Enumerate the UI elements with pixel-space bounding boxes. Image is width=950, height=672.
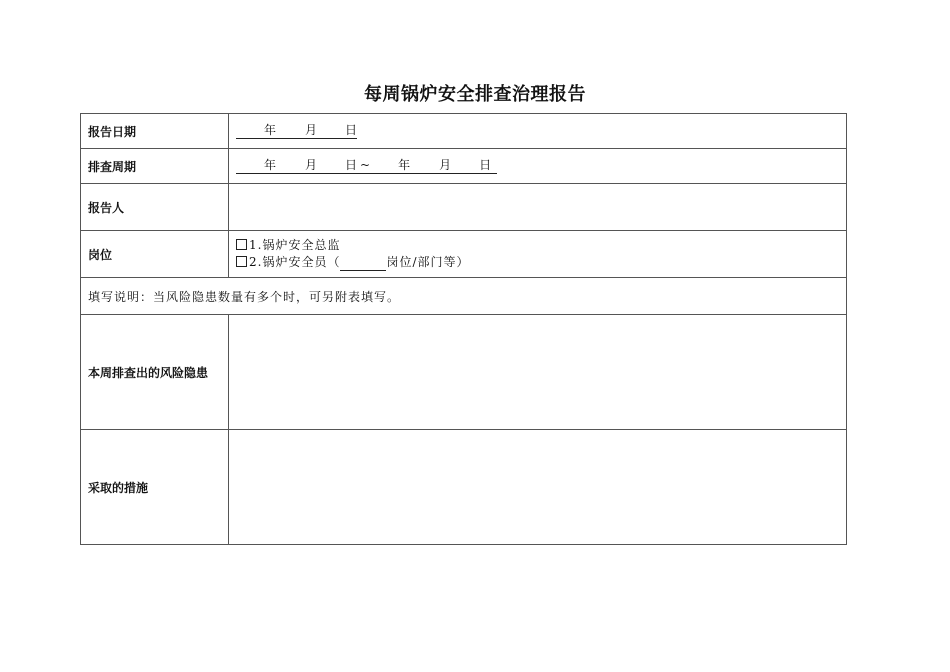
- end-day-label: 日: [479, 158, 492, 172]
- hazards-field[interactable]: [229, 315, 847, 430]
- page-title: 每周锅炉安全排查治理报告: [364, 84, 586, 105]
- end-month-label: 月: [439, 158, 452, 172]
- row-reporter: [81, 184, 847, 231]
- period-label: 排查周期: [81, 149, 229, 184]
- start-year-label: 年: [264, 158, 277, 172]
- row-position: [81, 231, 847, 278]
- row-report-date: [81, 114, 847, 149]
- period-field[interactable]: [229, 149, 847, 184]
- start-day-label: 日: [345, 158, 358, 172]
- checkbox-icon[interactable]: [236, 239, 247, 250]
- row-hazards: [81, 315, 847, 430]
- period-line: [236, 158, 497, 174]
- position-label: 岗位: [81, 231, 229, 278]
- row-period: [81, 149, 847, 184]
- position-blank-field[interactable]: [340, 258, 386, 271]
- option-safety-officer-prefix: 2.锅炉安全员（: [249, 255, 341, 269]
- start-month-label: 月: [305, 158, 318, 172]
- month-label: 月: [305, 123, 318, 137]
- option-safety-officer-suffix: 岗位/部门等）: [386, 255, 470, 269]
- checkbox-icon[interactable]: [236, 256, 247, 267]
- fill-instructions: 填写说明：当风险隐患数量有多个时，可另附表填写。: [81, 278, 847, 315]
- day-label: 日: [345, 123, 358, 137]
- row-measures: [81, 430, 847, 545]
- report-date-line: [236, 123, 357, 139]
- option-safety-officer[interactable]: [236, 254, 839, 271]
- reporter-label: 报告人: [81, 184, 229, 231]
- measures-label: 采取的措施: [81, 430, 229, 545]
- period-tilde: ~: [360, 158, 371, 172]
- end-year-label: 年: [398, 158, 411, 172]
- report-date-field[interactable]: [229, 114, 847, 149]
- option-safety-director[interactable]: [236, 237, 839, 254]
- report-form-table: [80, 113, 847, 545]
- year-label: 年: [264, 123, 277, 137]
- position-options: [229, 231, 847, 278]
- measures-field[interactable]: [229, 430, 847, 545]
- hazards-label: 本周排查出的风险隐患: [81, 315, 229, 430]
- report-date-label: 报告日期: [81, 114, 229, 149]
- reporter-field[interactable]: [229, 184, 847, 231]
- row-note: [81, 278, 847, 315]
- option-safety-director-label: 1.锅炉安全总监: [249, 238, 341, 252]
